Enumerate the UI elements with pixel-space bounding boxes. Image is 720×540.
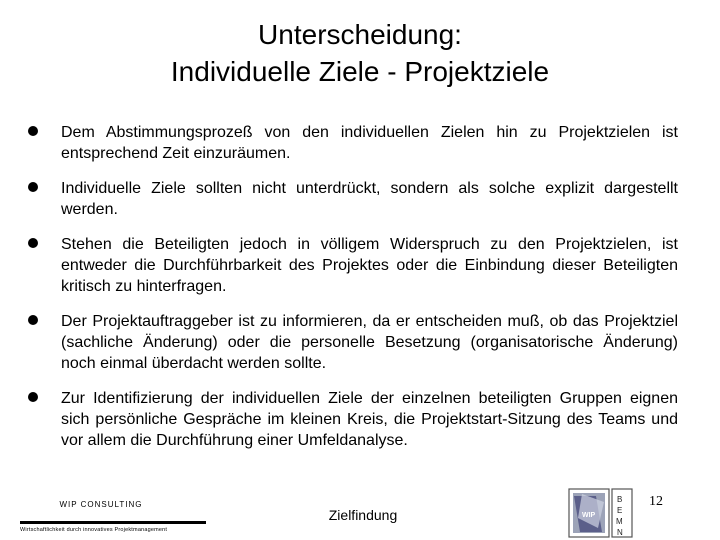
company-tagline: Wirtschaftlichkeit durch innovatives Projektmanagement (20, 527, 168, 533)
bullet-item-2 (26, 178, 678, 220)
bullet-text-2: Individuelle Ziele sollten nicht unterdrückt, sondern als solche explizit dargestellt werden. (61, 180, 678, 218)
bullet-text-1: Dem Abstimmungsprozeß von den individuellen Zielen hin zu Projektzielen ist entsprechend Zeit einzuräumen. (61, 124, 678, 162)
bullet-text-3: Stehen die Beteiligten jedoch in völligem Widerspruch zu den Projektzielen, ist entweder die Durchführbarkeit des Projektes oder die Einbindung dieser Beteiligten kritisch zu hinterfragen. (61, 236, 678, 295)
bullet-dot-icon (28, 182, 38, 192)
page-number: 12 (649, 494, 663, 509)
bullet-list (26, 122, 678, 465)
svg-text:B: B (617, 495, 623, 504)
company-name: WIP CONSULTING (59, 500, 143, 509)
footer-divider (20, 521, 206, 524)
bullet-dot-icon (28, 392, 38, 402)
slide-title-line-1: Unterscheidung: (258, 19, 462, 50)
footer-section-label: Zielfindung (328, 507, 398, 523)
bullet-item-4 (26, 311, 678, 374)
bullet-item-5 (26, 388, 678, 451)
svg-text:E: E (617, 506, 623, 515)
footer-company-block (20, 500, 210, 533)
slide-title-line-2: Individuelle Ziele - Projektziele (170, 56, 550, 87)
bullet-text-5: Zur Identifizierung der individuellen Ziele der einzelnen beteiligten Gruppen eignen sich persönliche Gespräche im kleinen Kreis, die Projektstart-Sitzung des Teams und vor allem die Durchführung einer Umfeldanalyse. (61, 390, 678, 449)
bullet-dot-icon (28, 238, 38, 248)
svg-text:M: M (616, 517, 623, 526)
slide-title (0, 16, 720, 90)
wip-logo-icon (568, 488, 634, 538)
bullet-text-4: Der Projektauftraggeber ist zu informieren, da er entscheiden muß, ob das Projektziel (sachliche Änderung) oder die personelle Besetzung (organisatorische Änderung) noch einmal überdacht werden sollte. (61, 313, 678, 372)
bullet-item-1 (26, 122, 678, 164)
bullet-item-3 (26, 234, 678, 297)
bullet-dot-icon (28, 126, 38, 136)
svg-text:N: N (617, 528, 623, 537)
bullet-dot-icon (28, 315, 38, 325)
svg-text:WIP: WIP (582, 512, 596, 519)
